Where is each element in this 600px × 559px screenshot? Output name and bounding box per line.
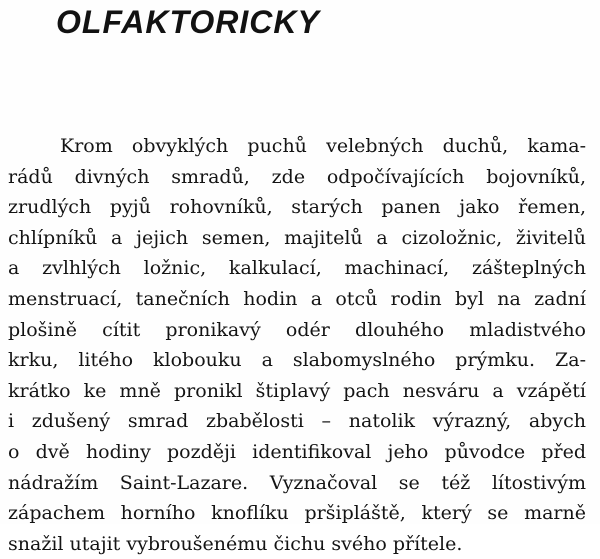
text-line: Krom obvyklých puchů velebných duchů, kama- [60,135,586,157]
text-line: i zdušený smrad zbabělosti – natolik výrazný, abych [8,410,586,433]
text-line: menstruací, tanečních hodin a otců rodin byl na zadní [8,287,586,310]
text-line: zrudlých pyjů rohovníků, starých panen jako řemen, [8,196,586,219]
text-line: o dvě hodiny později identifikoval jeho původce před [8,440,586,463]
text-line: krátko ke mně pronikl štiplavý pach nesváru a vzápětí [8,379,586,402]
body-paragraph [8,131,586,559]
text-line: chlípníků a jejich semen, majitelů a cizoložnic, živitelů [8,226,586,249]
text-line: zápachem horního knoflíku pršipláště, který se marně [8,502,586,525]
text-line: a zvlhlých ložnic, kalkulací, machinací, zášteplných [8,257,586,280]
text-line: plošině cítit pronikavý odér dlouhého mladistvého [8,318,586,341]
chapter-title: OLFAKTORICKY [56,4,320,40]
text-line: nádražím Saint-Lazare. Vyznačoval se též lítostivým [8,471,586,494]
text-line: rádů divných smradů, zde odpočívajících bojovníků, [8,165,586,188]
text-line: krku, litého klobouku a slabomyslného prýmku. Za- [8,349,586,372]
text-line: snažil utajit vybroušenému čichu svého přítele. [8,532,463,555]
